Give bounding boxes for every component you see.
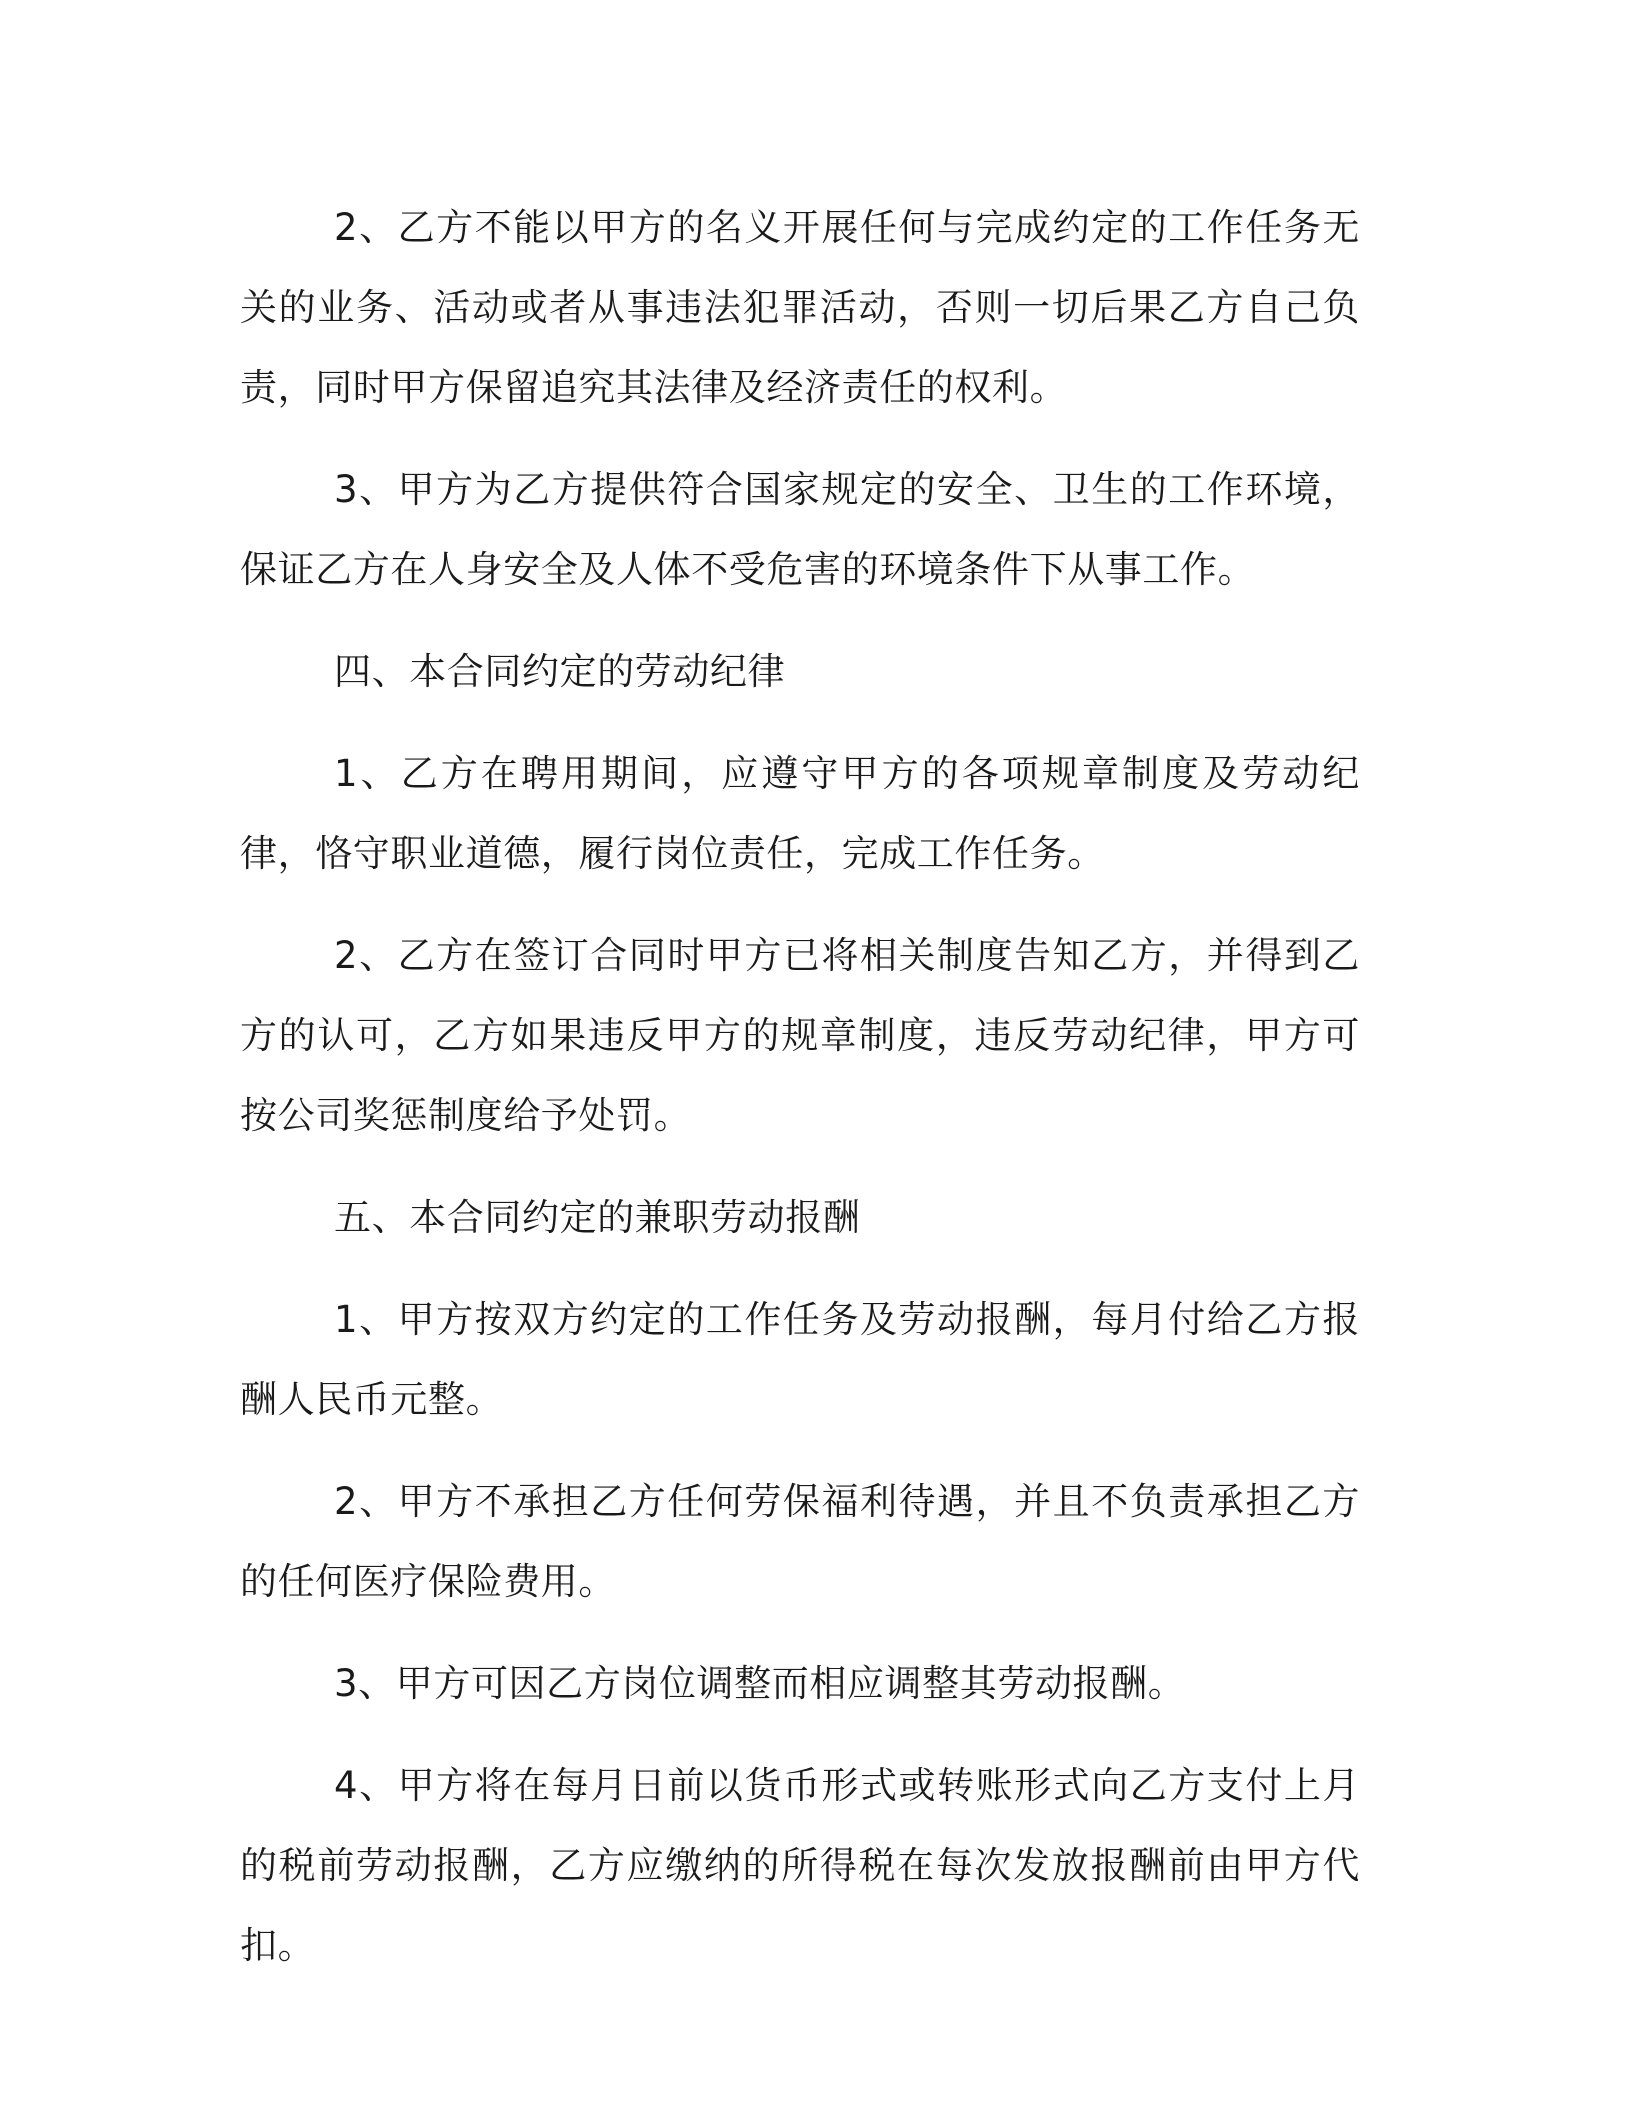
clause-paragraph: 3、甲方可因乙方岗位调整而相应调整其劳动报酬。 [334,1662,1186,1705]
clause-paragraph: 1、乙方在聘用期间，应遵守甲方的各项规章制度及劳动纪律，恪守职业道德，履行岗位责任，完成工作任务。 [240,752,1360,875]
clause-paragraph: 4、甲方将在每月日前以货币形式或转账形式向乙方支付上月的税前劳动报酬，乙方应缴纳的所得税在每次发放报酬前由甲方代扣。 [240,1764,1360,1967]
document-body [240,188,1360,2008]
clause-paragraph: 3、甲方为乙方提供符合国家规定的安全、卫生的工作环境，保证乙方在人身安全及人体不受危害的环境条件下从事工作。 [240,468,1360,591]
clause-paragraph: 2、乙方在签订合同时甲方已将相关制度告知乙方，并得到乙方的认可，乙方如果违反甲方的规章制度，违反劳动纪律，甲方可按公司奖惩制度给予处罚。 [240,934,1360,1137]
clause-paragraph: 2、甲方不承担乙方任何劳保福利待遇，并且不负责承担乙方的任何医疗保险费用。 [240,1480,1360,1603]
section-heading: 四、本合同约定的劳动纪律 [334,650,786,693]
clause-paragraph: 2、乙方不能以甲方的名义开展任何与完成约定的工作任务无关的业务、活动或者从事违法犯罪活动，否则一切后果乙方自己负责，同时甲方保留追究其法律及经济责任的权利。 [240,206,1360,409]
section-heading: 五、本合同约定的兼职劳动报酬 [334,1196,861,1239]
clause-paragraph: 1、甲方按双方约定的工作任务及劳动报酬，每月付给乙方报酬人民币元整。 [240,1298,1360,1421]
